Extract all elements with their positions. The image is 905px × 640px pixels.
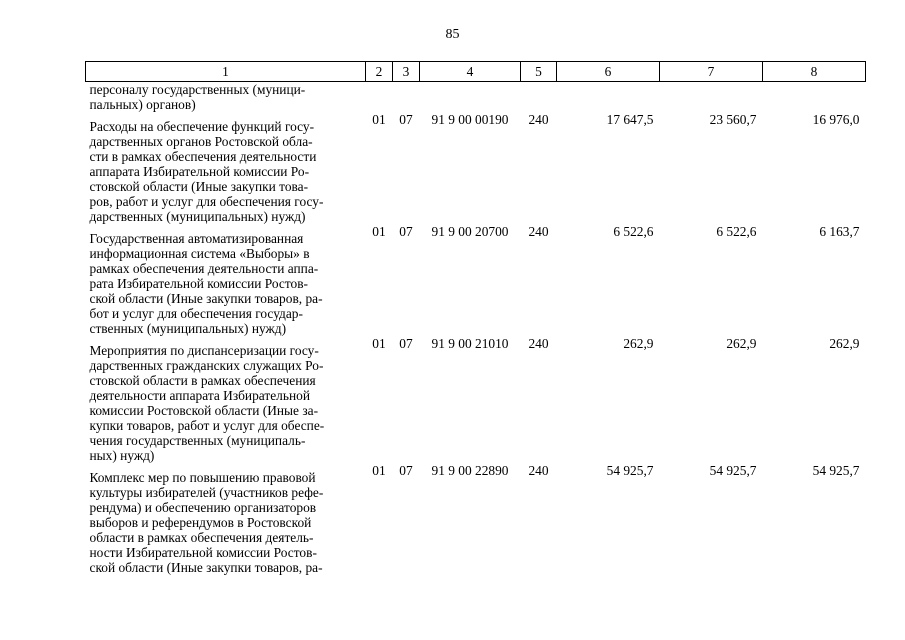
description-line: пальных) органов)	[89, 97, 196, 112]
description-line: Государственная автоматизированная	[89, 231, 304, 246]
description-line: Комплекс мер по повышению правовой	[89, 470, 316, 485]
row-description	[86, 463, 366, 575]
amount-year-3: 6 163,7	[819, 224, 860, 239]
target-article-code: 91 9 00 22890	[431, 463, 509, 478]
column-header: 4	[420, 62, 521, 82]
column-header: 5	[521, 62, 557, 82]
description-line: ственных (муниципальных) нужд)	[89, 321, 287, 336]
amount-year-1: 54 925,7	[606, 463, 654, 478]
description-line: стовской области в рамках обеспечения	[89, 373, 316, 388]
description-line: Расходы на обеспечение функций госу-	[89, 119, 315, 134]
amount-year-3: 262,9	[829, 336, 860, 351]
description-line: области в рамках обеспечения деятель-	[89, 530, 314, 545]
continuation-row	[86, 82, 866, 113]
description-line: купки товаров, работ и услуг для обеспе-	[89, 418, 325, 433]
description-line: культуры избирателей (участников рефе-	[89, 485, 324, 500]
amount-year-1: 6 522,6	[613, 224, 654, 239]
amount-year-3: 54 925,7	[812, 463, 860, 478]
section-code: 01	[372, 463, 386, 478]
row-description	[86, 112, 366, 224]
table-row	[86, 463, 866, 575]
description-line: дарственных гражданских служащих Ро-	[89, 358, 324, 373]
description-line: ской области (Иные закупки товаров, ра-	[89, 560, 323, 575]
target-article-code: 91 9 00 00190	[431, 112, 509, 127]
amount-year-1: 17 647,5	[606, 112, 654, 127]
description-line: ности Избирательной комиссии Ростов-	[89, 545, 317, 560]
description-line: сти в рамках обеспечения деятельности	[89, 149, 317, 164]
target-article-code: 91 9 00 21010	[431, 336, 509, 351]
subsection-code: 07	[399, 336, 413, 351]
subsection-code: 07	[399, 112, 413, 127]
table-row	[86, 112, 866, 224]
continuation-description	[86, 82, 366, 113]
column-header: 2	[366, 62, 393, 82]
column-header: 6	[557, 62, 660, 82]
page-number: 85	[445, 27, 460, 42]
description-line: рамках обеспечения деятельности аппа-	[89, 261, 319, 276]
description-line: Мероприятия по диспансеризации госу-	[89, 343, 319, 358]
description-line: рата Избирательной комиссии Ростов-	[89, 276, 308, 291]
expense-type-code: 240	[528, 224, 549, 239]
table-row	[86, 336, 866, 463]
description-line: деятельности аппарата Избирательной	[89, 388, 310, 403]
description-line: чения государственных (муниципаль-	[89, 433, 306, 448]
table-row	[86, 224, 866, 336]
subsection-code: 07	[399, 224, 413, 239]
expense-type-code: 240	[528, 112, 549, 127]
section-code: 01	[372, 224, 386, 239]
description-line: выборов и референдумов в Ростовской	[89, 515, 312, 530]
row-description	[86, 224, 366, 336]
section-code: 01	[372, 336, 386, 351]
expense-type-code: 240	[528, 336, 549, 351]
description-line: ных) нужд)	[89, 448, 155, 463]
description-line: ров, работ и услуг для обеспечения госу-	[89, 194, 324, 209]
description-line: комиссии Ростовской области (Иные за-	[89, 403, 319, 418]
amount-year-2: 54 925,7	[709, 463, 757, 478]
column-header: 8	[763, 62, 866, 82]
budget-table	[85, 61, 866, 575]
row-description	[86, 336, 366, 463]
description-line: бот и услуг для обеспечения государ-	[89, 306, 303, 321]
amount-year-3: 16 976,0	[812, 112, 860, 127]
description-line: персоналу государственных (муници-	[89, 82, 306, 97]
subsection-code: 07	[399, 463, 413, 478]
description-line: аппарата Избирательной комиссии Ро-	[89, 164, 310, 179]
target-article-code: 91 9 00 20700	[431, 224, 509, 239]
amount-year-1: 262,9	[623, 336, 654, 351]
amount-year-2: 6 522,6	[716, 224, 757, 239]
amount-year-2: 23 560,7	[709, 112, 757, 127]
section-code: 01	[372, 112, 386, 127]
expense-type-code: 240	[528, 463, 549, 478]
description-line: информационная система «Выборы» в	[89, 246, 310, 261]
description-line: дарственных (муниципальных) нужд)	[89, 209, 306, 224]
header-row	[86, 62, 866, 82]
description-line: дарственных органов Ростовской обла-	[89, 134, 313, 149]
column-header: 7	[660, 62, 763, 82]
description-line: стовской области (Иные закупки това-	[89, 179, 309, 194]
description-line: рендума) и обеспечению организаторов	[89, 500, 317, 515]
amount-year-2: 262,9	[726, 336, 757, 351]
column-header: 1	[86, 62, 366, 82]
column-header: 3	[393, 62, 420, 82]
description-line: ской области (Иные закупки товаров, ра-	[89, 291, 323, 306]
